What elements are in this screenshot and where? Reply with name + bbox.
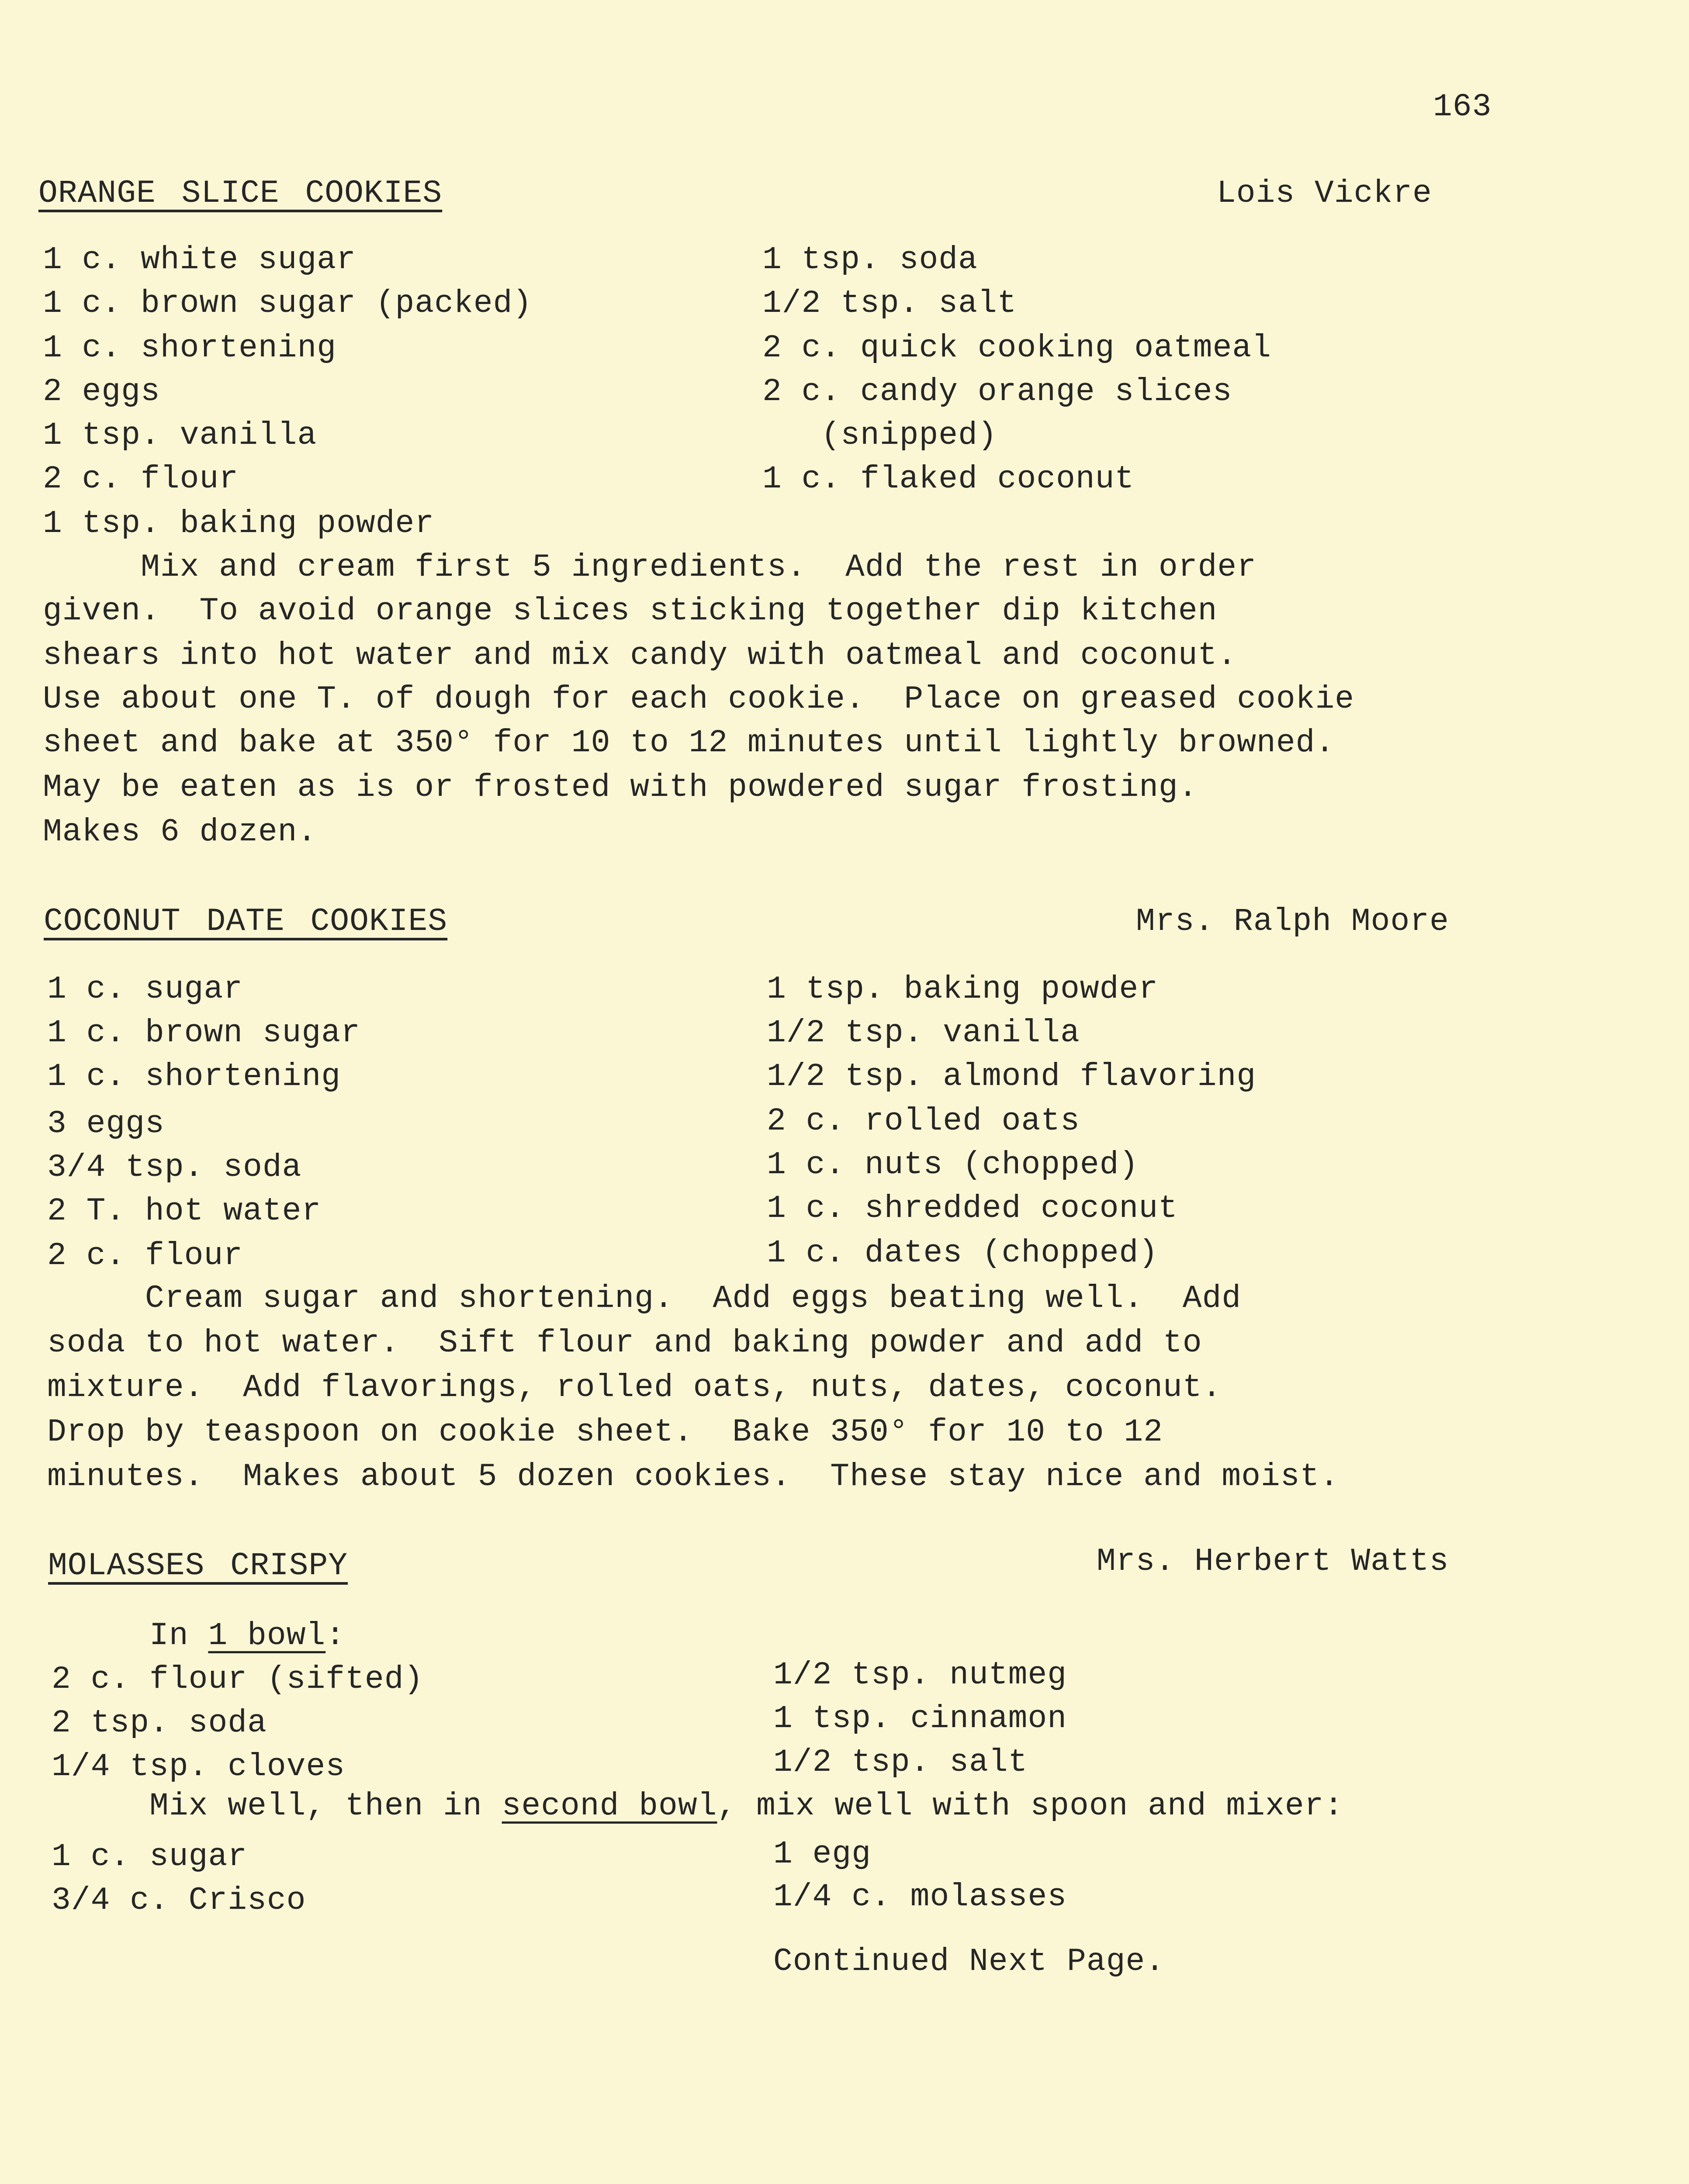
underlined-phrase: second bowl [502, 1788, 717, 1824]
instruction-line: May be eaten as is or frosted with powdered sugar frosting. [43, 769, 1198, 805]
ingredient-right: 2 c. candy orange slices [762, 373, 1232, 410]
ingredient-right: 1/2 tsp. almond flavoring [767, 1058, 1256, 1095]
underlined-phrase: 1 bowl [208, 1617, 326, 1654]
instruction-line: shears into hot water and mix candy with oatmeal and coconut. [43, 637, 1237, 674]
ingredient-left: 3 eggs [47, 1106, 165, 1142]
ingredient-right: 1 tsp. soda [762, 242, 978, 278]
ingredient-left: 1 c. white sugar [43, 242, 356, 278]
instruction-line: Makes 6 dozen. [43, 814, 317, 850]
instruction-line: Drop by teaspoon on cookie sheet. Bake 350° for 10 to 12 [47, 1414, 1163, 1450]
ingredient-right: 2 c. rolled oats [767, 1103, 1080, 1139]
instruction-line: sheet and bake at 350° for 10 to 12 minutes until lightly browned. [43, 725, 1335, 761]
ingredient-left: 2 c. flour [47, 1237, 243, 1274]
ingredient-left: 1 tsp. vanilla [43, 417, 317, 453]
ingredient-right: 1 c. flaked coconut [762, 461, 1135, 497]
ingredient-left: 2 c. flour [43, 461, 239, 497]
ingredient-right: 1 tsp. baking powder [767, 971, 1159, 1007]
ingredient-right: 2 c. quick cooking oatmeal [762, 330, 1271, 366]
ingredient-left: 2 tsp. soda [52, 1705, 267, 1741]
ingredient-left: 2 T. hot water [47, 1193, 322, 1229]
ingredient-right: 1/2 tsp. nutmeg [773, 1657, 1067, 1693]
instruction-line: soda to hot water. Sift flour and baking powder and add to [47, 1325, 1202, 1361]
ingredient-left: 1 tsp. baking powder [43, 505, 435, 542]
recipe-title: ORANGE SLICE COOKIES [38, 175, 443, 211]
instruction-line: Cream sugar and shortening. Add eggs beating well. Add [47, 1280, 1242, 1317]
recipe-title: MOLASSES CRISPY [48, 1548, 348, 1584]
ingredient-right: (snipped) [762, 417, 997, 453]
ingredient-left: 2 eggs [43, 373, 160, 410]
recipe-title: COCONUT DATE COOKIES [44, 903, 448, 940]
ingredient-left: 1 c. sugar [52, 1838, 248, 1875]
ingredient-right: 1 c. dates (chopped) [767, 1235, 1159, 1271]
recipe-author: Mrs. Herbert Watts [1097, 1543, 1449, 1579]
instruction-line: given. To avoid orange slices sticking together dip kitchen [43, 593, 1218, 629]
instruction-line: Mix and cream first 5 ingredients. Add the rest in order [43, 549, 1257, 585]
ingredient-right: 1 c. nuts (chopped) [767, 1147, 1139, 1183]
ingredient-left: 1 c. sugar [47, 971, 243, 1007]
ingredient-left: 1 c. brown sugar [47, 1015, 360, 1051]
ingredient-right: 1 c. shredded coconut [767, 1190, 1178, 1227]
instruction-line: mixture. Add flavorings, rolled oats, nuts, dates, coconut. [47, 1369, 1222, 1406]
ingredient-left: 1 c. shortening [43, 330, 337, 366]
recipe-author: Mrs. Ralph Moore [1136, 903, 1449, 940]
continued-note: Continued Next Page. [773, 1943, 1165, 1980]
ingredient-left: 2 c. flour (sifted) [52, 1661, 424, 1697]
instruction-line: minutes. Makes about 5 dozen cookies. These stay nice and moist. [47, 1458, 1339, 1495]
ingredient-right: 1/4 c. molasses [773, 1879, 1067, 1915]
ingredient-right: 1 egg [773, 1836, 872, 1872]
page-number: 163 [1433, 89, 1492, 125]
step-one-line: In 1 bowl: [52, 1617, 346, 1654]
ingredient-left: 3/4 c. Crisco [52, 1882, 306, 1918]
ingredient-left: 3/4 tsp. soda [47, 1149, 302, 1185]
ingredient-left: 1 c. brown sugar (packed) [43, 285, 533, 321]
step-two-line: Mix well, then in second bowl, mix well with spoon and mixer: [52, 1788, 1344, 1824]
ingredient-left: 1 c. shortening [47, 1058, 341, 1095]
instruction-line: Use about one T. of dough for each cookie. Place on greased cookie [43, 681, 1355, 717]
ingredient-right: 1 tsp. cinnamon [773, 1700, 1067, 1737]
ingredient-left: 1/4 tsp. cloves [52, 1749, 346, 1785]
recipe-author: Lois Vickre [1217, 175, 1432, 211]
ingredient-right: 1/2 tsp. vanilla [767, 1015, 1080, 1051]
ingredient-right: 1/2 tsp. salt [773, 1744, 1028, 1780]
ingredient-right: 1/2 tsp. salt [762, 285, 1017, 321]
